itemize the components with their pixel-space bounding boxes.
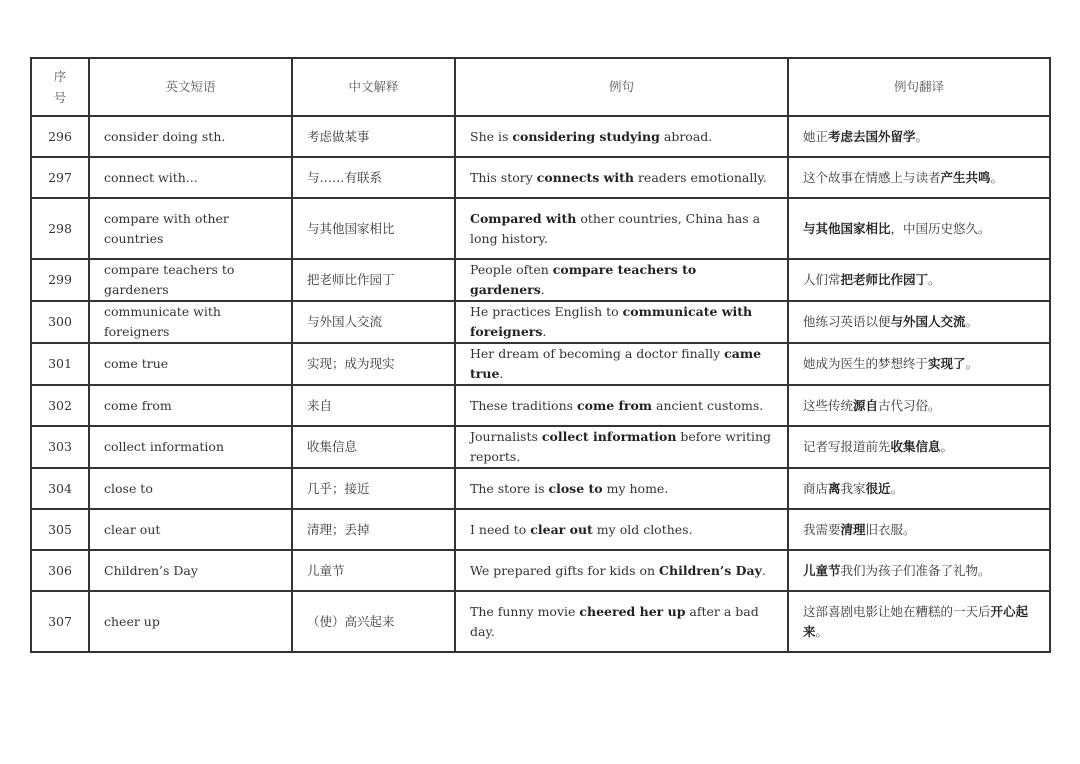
example-highlight: Compared with	[470, 210, 577, 226]
row-number: 305	[32, 510, 88, 549]
example-highlight: cheered her up	[579, 603, 686, 619]
vocabulary-table	[30, 57, 1051, 653]
translation-highlight: 很近	[865, 480, 891, 496]
example-text: Journalists	[470, 429, 542, 444]
translation-text: 。	[990, 169, 1004, 185]
translation-text: 我们为孩子们准备了礼物。	[840, 562, 991, 578]
example-cell	[456, 302, 787, 342]
example-cell	[456, 551, 787, 590]
meaning-cell: 收集信息	[293, 427, 454, 467]
meaning-cell: 与外国人交流	[293, 302, 454, 342]
translation-text: 。	[940, 439, 954, 454]
row-number: 306	[32, 551, 88, 590]
translation-cell	[789, 386, 1049, 425]
translation-text: 。	[965, 356, 979, 371]
header-translation: 例句翻译	[789, 59, 1049, 115]
example-highlight: close to	[548, 480, 603, 496]
translation-cell	[789, 158, 1049, 197]
example-text: ancient customs.	[652, 397, 764, 413]
translation-text: 他练习英语以便	[803, 314, 891, 329]
example-text: readers emotionally.	[633, 169, 767, 185]
row-number: 303	[32, 427, 88, 467]
example-cell	[456, 344, 787, 384]
translation-text: 。	[928, 272, 941, 287]
header-no-label: 序号	[53, 69, 67, 105]
translation-highlight: 源自	[853, 397, 879, 413]
table-row	[32, 427, 1049, 467]
meaning-cell: （使）高兴起来	[293, 592, 454, 651]
example-cell	[456, 117, 787, 156]
phrase-cell: consider doing sth.	[90, 117, 291, 156]
meaning-cell: 把老师比作园丁	[293, 260, 454, 300]
row-number: 300	[32, 302, 88, 342]
translation-text: 这部喜剧电影让她在糟糕的一天后	[803, 603, 991, 619]
table-row	[32, 386, 1049, 425]
header-meaning: 中文解释	[293, 59, 454, 115]
example-text: The store is	[470, 480, 549, 496]
phrase-cell: close to	[90, 469, 291, 508]
example-cell	[456, 260, 787, 300]
translation-text: 旧衣服。	[865, 521, 916, 537]
translation-text: 人们常	[803, 272, 841, 287]
row-number: 301	[32, 344, 88, 384]
example-text: abroad.	[659, 128, 713, 144]
header-no	[32, 59, 88, 115]
translation-cell	[789, 260, 1049, 300]
translation-highlight: 考虑去国外留学	[828, 128, 916, 144]
translation-highlight: 清理	[840, 521, 866, 537]
translation-text: 。	[890, 480, 904, 496]
row-number: 302	[32, 386, 88, 425]
example-text: .	[542, 324, 547, 339]
phrase-cell: communicate with foreigners	[90, 302, 291, 342]
translation-cell	[789, 344, 1049, 384]
example-highlight: come from	[577, 397, 653, 413]
table-row	[32, 344, 1049, 384]
row-number: 297	[32, 158, 88, 197]
translation-text: 这个故事在情感上与读者	[803, 169, 941, 185]
example-cell	[456, 158, 787, 197]
example-cell	[456, 427, 787, 467]
example-cell	[456, 469, 787, 508]
translation-text: 我需要	[803, 521, 841, 537]
translation-text: 我家	[840, 480, 866, 496]
translation-cell	[789, 302, 1049, 342]
phrase-cell: connect with...	[90, 158, 291, 197]
meaning-cell: 与其他国家相比	[293, 199, 454, 258]
example-highlight: considering studying	[512, 128, 660, 144]
phrase-cell: collect information	[90, 427, 291, 467]
header-row	[32, 59, 1049, 115]
row-number: 296	[32, 117, 88, 156]
example-cell	[456, 510, 787, 549]
table-body	[32, 117, 1049, 651]
translation-text: 这些传统	[803, 397, 854, 413]
translation-cell	[789, 427, 1049, 467]
translation-text: 她成为医生的梦想终于	[803, 356, 929, 371]
meaning-cell: 实现；成为现实	[293, 344, 454, 384]
translation-highlight: 开心起来	[803, 603, 1029, 639]
translation-text: ，中国历史悠久。	[890, 220, 991, 236]
translation-text: 她正	[803, 128, 829, 144]
example-text: .	[499, 366, 504, 381]
example-text: He practices English to	[470, 304, 623, 319]
translation-cell	[789, 592, 1049, 651]
example-highlight: clear out	[530, 521, 593, 537]
example-text: before writing reports.	[470, 429, 772, 464]
example-text: These traditions	[470, 397, 578, 413]
translation-highlight: 离	[828, 480, 841, 496]
example-text: .	[540, 282, 545, 297]
example-highlight: compare teachers to gardeners	[470, 262, 697, 297]
translation-highlight: 收集信息	[890, 439, 941, 454]
phrase-cell: come true	[90, 344, 291, 384]
table-row	[32, 302, 1049, 342]
example-text: I need to	[470, 521, 531, 537]
row-number: 299	[32, 260, 88, 300]
table-row	[32, 158, 1049, 197]
table-row	[32, 260, 1049, 300]
row-number: 298	[32, 199, 88, 258]
example-text: other countries, China has a long history.	[470, 210, 761, 246]
phrase-cell: come from	[90, 386, 291, 425]
example-text: my home.	[602, 480, 669, 496]
translation-cell	[789, 551, 1049, 590]
translation-highlight: 儿童节	[803, 562, 841, 578]
phrase-cell: clear out	[90, 510, 291, 549]
row-number: 307	[32, 592, 88, 651]
row-number: 304	[32, 469, 88, 508]
phrase-cell: cheer up	[90, 592, 291, 651]
translation-text: 。	[965, 314, 979, 329]
example-text: my old clothes.	[592, 521, 693, 537]
example-highlight: Children’s Day	[659, 562, 762, 578]
table-row	[32, 510, 1049, 549]
translation-cell	[789, 199, 1049, 258]
example-text: The funny movie	[470, 603, 580, 619]
translation-text: 商店	[803, 480, 829, 496]
example-text: We prepared gifts for kids on	[470, 562, 660, 578]
translation-text: 。	[915, 128, 929, 144]
translation-text: 古代习俗。	[878, 397, 941, 413]
example-text: This story	[470, 169, 537, 185]
translation-highlight: 实现了	[928, 356, 966, 371]
example-text: People often	[470, 262, 553, 277]
phrase-cell: Children’s Day	[90, 551, 291, 590]
translation-highlight: 产生共鸣	[940, 169, 991, 185]
table-row	[32, 469, 1049, 508]
table-row	[32, 117, 1049, 156]
example-text: She is	[470, 128, 513, 144]
translation-cell	[789, 510, 1049, 549]
phrase-cell: compare teachers to gardeners	[90, 260, 291, 300]
meaning-cell: 几乎；接近	[293, 469, 454, 508]
translation-text: 记者写报道前先	[803, 439, 891, 454]
translation-cell	[789, 469, 1049, 508]
meaning-cell: 考虑做某事	[293, 117, 454, 156]
example-cell	[456, 386, 787, 425]
example-highlight: came true	[470, 346, 762, 381]
meaning-cell: 清理；丢掉	[293, 510, 454, 549]
translation-text: 。	[815, 623, 829, 639]
example-highlight: communicate with foreigners	[470, 304, 753, 339]
example-text: Her dream of becoming a doctor finally	[470, 346, 725, 361]
meaning-cell: 来自	[293, 386, 454, 425]
example-highlight: collect information	[541, 429, 677, 444]
phrase-cell: compare with other countries	[90, 199, 291, 258]
table-row	[32, 199, 1049, 258]
translation-highlight: 与外国人交流	[890, 314, 966, 329]
meaning-cell: 儿童节	[293, 551, 454, 590]
example-cell	[456, 592, 787, 651]
translation-highlight: 与其他国家相比	[803, 220, 891, 236]
header-example: 例句	[456, 59, 787, 115]
meaning-cell: 与……有联系	[293, 158, 454, 197]
translation-highlight: 把老师比作园丁	[840, 272, 929, 287]
translation-cell	[789, 117, 1049, 156]
header-phrase: 英文短语	[90, 59, 291, 115]
example-text: after a bad day.	[470, 603, 759, 639]
example-text: .	[761, 562, 766, 578]
example-highlight: connects with	[536, 169, 634, 185]
table-row	[32, 551, 1049, 590]
example-cell	[456, 199, 787, 258]
table-row	[32, 592, 1049, 651]
